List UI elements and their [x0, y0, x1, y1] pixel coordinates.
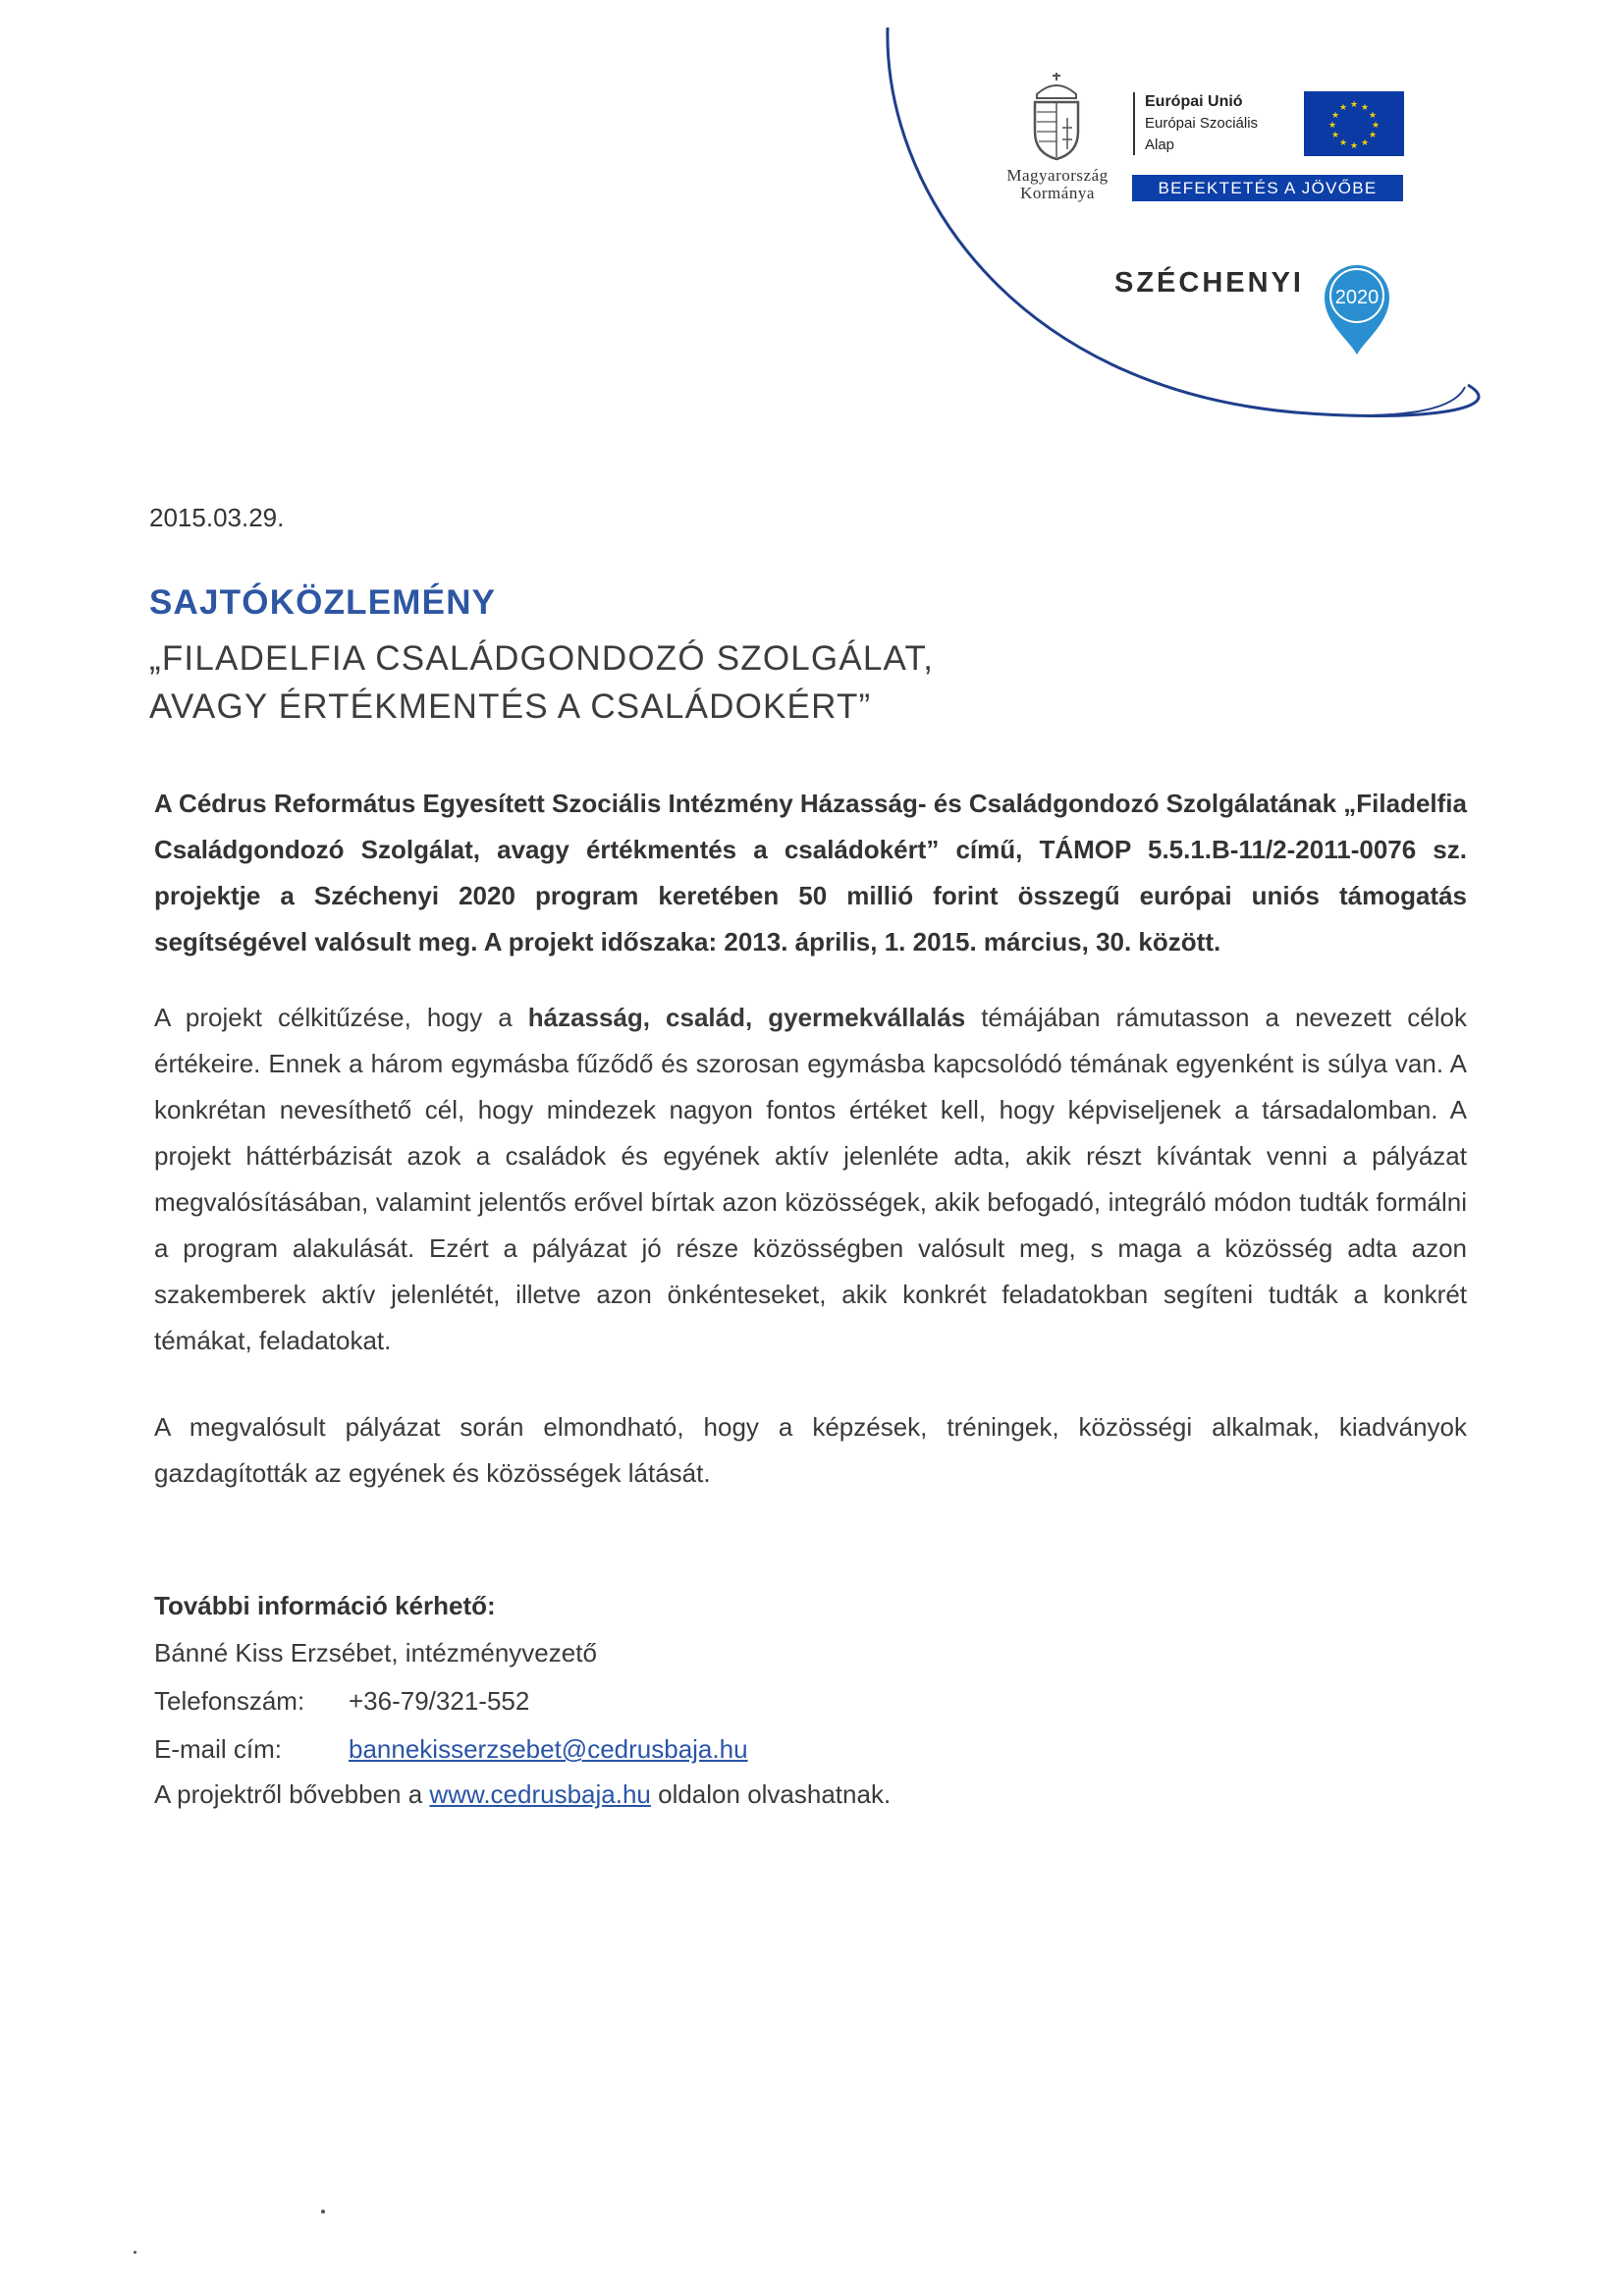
header-arc [0, 0, 1624, 452]
results-paragraph: A megvalósult pályázat során elmondható, hogy a képzések, tréningek, közösségi alkalmak, kiadványok gazdagították az egyének és közösségek látását. [154, 1412, 1467, 1488]
email-link[interactable]: bannekisserzsebet@cedrusbaja.hu [349, 1734, 748, 1764]
svg-text:★: ★ [1327, 121, 1337, 131]
website-suffix: oldalon olvashatnak. [650, 1779, 892, 1809]
svg-text:★: ★ [1330, 131, 1340, 140]
title-line2: AVAGY ÉRTÉKMENTÉS A CSALÁDOKÉRT” [149, 687, 872, 726]
document-date: 2015.03.29. [149, 503, 285, 532]
eu-fund-label [1145, 91, 1302, 156]
svg-text:★: ★ [1360, 138, 1370, 148]
program-name: SZÉCHENYI [1114, 267, 1304, 299]
svg-text:★: ★ [1330, 111, 1340, 121]
website-prefix: A projektről bővebben a [154, 1779, 430, 1809]
eu-flag-icon [1304, 91, 1404, 156]
aims-paragraph [154, 995, 1467, 1364]
location-pin-icon [1319, 260, 1395, 358]
eu-fund-line2: Alap [1145, 137, 1175, 153]
government-name-line1: Magyarország [1006, 166, 1109, 185]
phone-number: +36-79/321-552 [349, 1686, 530, 1716]
svg-text:★: ★ [1338, 138, 1348, 148]
website-link[interactable]: www.cedrusbaja.hu [429, 1779, 651, 1809]
eu-fund-line1: Európai Szociális [1145, 115, 1259, 132]
website-sentence [154, 1779, 891, 1810]
contact-email-row [154, 1734, 841, 1765]
program-year: 2020 [1334, 287, 1380, 308]
aims-text-part2: témájában rámutasson a nevezett célok értékeire. Ennek a három egymásba fűződő és szorosan egymásba kapcsolódó témának egyenként is súlya van. A konkrétan nevesíthető cél, hogy mindezek nagyon fontos értéket kell, hogy képviseljenek a társadalomban. A projekt háttérbázisát azok a családok és egyének aktív jelenléte adta, akik részt kívántak venni a pályázat megvalósításában, valamint jelentős erővel bírtak azon közösségek, akik befogadó, integráló módon tudták formálni a program alakulását. Ezért a pályázat jó része közösségben valósult meg, s maga a közösség adta azon szakemberek aktív jelenlétét, illetve azon önkénteseket, akik konkrét feladatokban segíteni tudták a konkrét témákat, feladatokat. [154, 1003, 1467, 1355]
contact-person: Bánné Kiss Erzsébet, intézményvezető [154, 1638, 597, 1667]
phone-label: Telefonszám: [154, 1686, 305, 1716]
eu-divider [1133, 92, 1135, 155]
svg-text:★: ★ [1371, 121, 1380, 131]
scan-speck [321, 2210, 325, 2214]
eu-title: Európai Unió [1145, 93, 1243, 110]
aims-text-part1: A projekt célkitűzése, hogy a [154, 1003, 528, 1032]
lead-paragraph: A Cédrus Református Egyesített Szociális Intézmény Házasság- és Családgondozó Szolgálatának „Filadelfia Családgondozó Szolgálat, avagy értékmentés a családokért” című, TÁMOP 5.5.1.B-11/2-2011-0076 sz. projektje a Széchenyi 2020 program keretében 50 millió forint összegű európai uniós támogatás segítségével valósult meg. A projekt időszaka: 2013. április, 1. 2015. március, 30. között. [154, 789, 1467, 957]
government-name [974, 167, 1141, 202]
svg-text:★: ★ [1349, 100, 1359, 110]
contact-phone-row [154, 1686, 743, 1717]
aims-highlight: házasság, család, gyermekvállalás [527, 1003, 966, 1032]
svg-text:★: ★ [1360, 103, 1370, 113]
government-name-line2: Kormánya [1020, 184, 1095, 202]
email-label: E-mail cím: [154, 1734, 282, 1764]
svg-text:★: ★ [1338, 103, 1348, 113]
title-line1: „FILADELFIA CSALÁDGONDOZÓ SZOLGÁLAT, [149, 639, 935, 678]
scan-speck [134, 2251, 136, 2254]
svg-text:★: ★ [1349, 141, 1359, 151]
coat-of-arms-icon [1027, 71, 1086, 161]
svg-text:★: ★ [1368, 111, 1378, 121]
contact-title: További információ kérhető: [154, 1591, 496, 1620]
eu-slogan-banner: BEFEKTETÉS A JÖVŐBE [1132, 175, 1403, 201]
svg-text:★: ★ [1368, 131, 1378, 140]
document-label: SAJTÓKÖZLEMÉNY [149, 583, 497, 622]
